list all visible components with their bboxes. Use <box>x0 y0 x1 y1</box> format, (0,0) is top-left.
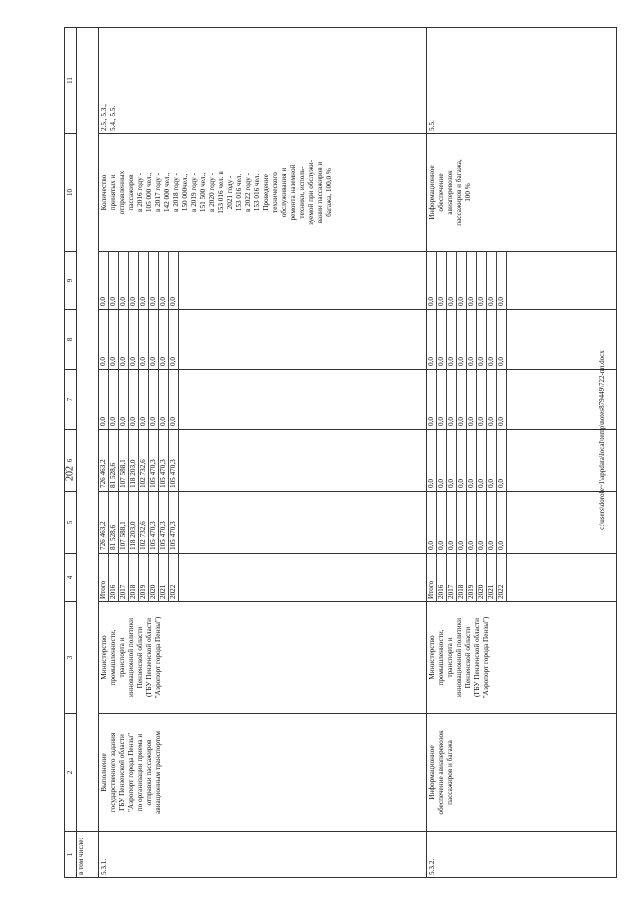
cell-line: 0,0 <box>139 310 149 369</box>
cell-line: ГБУ Пензенской области <box>118 734 126 811</box>
cell-line: Итого <box>99 554 109 601</box>
funding-other <box>427 252 507 309</box>
cell-line: 0,0 <box>427 252 437 309</box>
indicator-description <box>99 134 427 252</box>
cell-line: Информационное <box>428 745 436 800</box>
cell-line: 0,0 <box>149 370 159 429</box>
cell-line: по организации приема и <box>136 733 144 812</box>
cell-line: 105 470,3 <box>159 430 169 491</box>
cell-line: 0,0 <box>109 252 119 309</box>
cell-line: 0,0 <box>447 430 457 491</box>
cell-line: 0,0 <box>467 252 477 309</box>
cell-line: 0,0 <box>457 252 467 309</box>
cell-line: 0,0 <box>139 370 149 429</box>
cell-line: 102 732,6 <box>139 430 149 491</box>
cell-line: 0,0 <box>437 492 447 553</box>
cell-line: 0,0 <box>467 370 477 429</box>
cell-line: пассажиров и багажа, <box>455 159 463 226</box>
cell-line: 105 470,3 <box>169 492 179 553</box>
column-number-row <box>65 28 77 878</box>
cell-line: 0,0 <box>497 252 507 309</box>
cell-line: принятых и <box>109 174 117 211</box>
cell-line: 2016 <box>109 554 119 601</box>
cell-line: 0,0 <box>109 310 119 369</box>
cell-line: 2018 <box>129 554 139 601</box>
cell-line: 2019 <box>139 554 149 601</box>
cell-line: 0,0 <box>477 370 487 429</box>
cell-line: 0,0 <box>129 252 139 309</box>
cell-line: "Аэропорт города Пензы" <box>127 732 135 813</box>
activity-name <box>427 714 617 832</box>
cell-line: обслуживания и <box>280 167 288 218</box>
cell-line: 0,0 <box>109 370 119 429</box>
cell-line: 153 016 чел. <box>253 173 261 212</box>
cell-line: 0,0 <box>119 252 129 309</box>
col-number: 3 <box>65 602 77 714</box>
col-number: 10 <box>65 134 77 252</box>
cell-line: 0,0 <box>497 430 507 491</box>
cell-line: 0,0 <box>457 430 467 491</box>
cell-line: 726 463,2 <box>99 430 109 491</box>
col-number: 1 <box>65 832 77 878</box>
cell-line: 153 016 чел. <box>235 173 243 212</box>
funding-federal <box>427 370 507 429</box>
cell-line: 2017 <box>119 554 129 601</box>
cell-line: Проведение <box>262 174 270 211</box>
cell-line: 5.5. <box>428 120 436 131</box>
cell-line: 105 470,3 <box>159 492 169 553</box>
cell-line: вании пассажиров и <box>316 161 324 224</box>
cell-line: 0,0 <box>497 370 507 429</box>
cell-line: 2021 <box>487 554 497 601</box>
cell-line: 0,0 <box>159 370 169 429</box>
cell-line: багажа, 100,0 % <box>325 168 333 217</box>
cell-line: 2017 <box>447 554 457 601</box>
col-number: 4 <box>65 554 77 602</box>
cell-line: 0,0 <box>437 430 447 491</box>
cell-line: Пензенской области <box>464 626 472 689</box>
cell-line: 0,0 <box>447 492 457 553</box>
row-code: 5.3.2. <box>427 832 617 878</box>
cell-line: техники, исполь- <box>298 166 306 219</box>
cell-line: Информационное <box>428 165 436 220</box>
cell-line: 0,0 <box>149 252 159 309</box>
cell-line: 0,0 <box>477 310 487 369</box>
cell-line: (ГБУ Пензенской области <box>145 618 153 697</box>
cell-line: 2019 <box>467 554 477 601</box>
funding-total <box>99 492 179 553</box>
cell-line: Министерство <box>100 635 108 680</box>
cell-line: 0,0 <box>467 430 477 491</box>
table-row <box>427 28 617 878</box>
cell-line: 5.4., 5.5. <box>109 105 117 131</box>
cell-line: 0,0 <box>149 310 159 369</box>
cell-line: 0,0 <box>427 430 437 491</box>
cell-line: 0,0 <box>427 370 437 429</box>
cell-line: 105 470,3 <box>169 430 179 491</box>
col-number: 7 <box>65 370 77 430</box>
cell-line: 105 000 чел., <box>145 172 153 213</box>
cell-line: 2021 <box>159 554 169 601</box>
cell-line: в 2017 году - <box>154 173 162 212</box>
cell-line: 118 203,0 <box>129 492 139 553</box>
funding-total <box>427 492 507 553</box>
cell-line: отправленных <box>118 170 126 215</box>
executor-name <box>427 602 617 714</box>
cell-line: 0,0 <box>487 252 497 309</box>
funding-other <box>99 252 179 309</box>
cell-line: 0,0 <box>487 430 497 491</box>
funding-federal <box>99 370 179 429</box>
cell-line: 0,0 <box>477 252 487 309</box>
cell-line: 2018 <box>457 554 467 601</box>
subheader-note: в том числе: <box>77 832 99 878</box>
cell-line: 105 470,3 <box>149 492 159 553</box>
subheader-row <box>77 28 99 878</box>
cell-line: 0,0 <box>457 370 467 429</box>
cell-line: 0,0 <box>119 310 129 369</box>
cell-line: 2020 <box>477 554 487 601</box>
activity-name <box>99 714 427 832</box>
cell-line: Пензенской области <box>136 626 144 689</box>
cell-line: 0,0 <box>497 310 507 369</box>
cell-line: 107 588,1 <box>119 430 129 491</box>
cell-line: в 2019 году - <box>190 173 198 212</box>
cell-line: ремонта наземной <box>289 164 297 221</box>
cell-line: 2020 <box>149 554 159 601</box>
cell-line: Министерство <box>428 635 436 680</box>
cell-line: в 2022 году - <box>244 173 252 212</box>
funding-regional <box>99 430 179 491</box>
funding-regional <box>427 430 507 491</box>
funding-local <box>427 310 507 369</box>
file-path-footer: c:\users\dorofe~1\appdata\local\temp\notes879449\722-пп.docx <box>598 350 606 530</box>
cell-line: инновационной политики <box>127 618 135 697</box>
indicator-description <box>427 134 617 252</box>
row-code: 5.3.1. <box>99 832 427 878</box>
cell-line: 2022 <box>169 554 179 601</box>
cell-line: 726 463,2 <box>99 492 109 553</box>
cell-line: 0,0 <box>467 492 477 553</box>
cell-line: (ГБУ Пензенской области <box>473 618 481 697</box>
cell-line: технического <box>271 172 279 213</box>
cell-line: 0,0 <box>99 370 109 429</box>
cell-line: в 2020 году - <box>208 173 216 212</box>
cell-line: Итого <box>427 554 437 601</box>
cell-line: 102 732,6 <box>139 492 149 553</box>
cell-line: 151 500 чел., <box>199 172 207 213</box>
cell-line: пассажиров <box>127 174 135 211</box>
cell-line: 100 % <box>464 183 472 202</box>
cell-line: 105 470,3 <box>149 430 159 491</box>
cell-line: 2022 <box>497 554 507 601</box>
col-number: 11 <box>65 28 77 134</box>
executor-name <box>99 602 427 714</box>
cell-line: 0,0 <box>139 252 149 309</box>
cell-line: 0,0 <box>447 310 457 369</box>
cell-line: 0,0 <box>169 310 179 369</box>
cell-line: авиаперевозок <box>446 170 454 215</box>
col-number: 6 <box>65 430 77 492</box>
cell-line: 0,0 <box>497 492 507 553</box>
cell-line: "Аэропорт города Пензы") <box>154 616 162 699</box>
cell-line: промышленности, <box>109 629 117 686</box>
cell-line: транспорта и <box>446 637 454 678</box>
cell-line: 0,0 <box>487 310 497 369</box>
col-number: 5 <box>65 492 77 554</box>
cell-line: 0,0 <box>99 252 109 309</box>
col-number: 9 <box>65 252 77 310</box>
years-list <box>99 554 179 601</box>
funding-local <box>99 310 179 369</box>
program-activities-table <box>64 27 617 878</box>
cell-line: 142 000 чел., <box>163 172 171 213</box>
col-number: 8 <box>65 310 77 370</box>
cell-line: транспорта и <box>118 637 126 678</box>
cell-line: 0,0 <box>437 310 447 369</box>
cell-line: обеспечение <box>437 173 445 212</box>
cell-line: промышленности, <box>437 629 445 686</box>
cell-line: инновационной политики <box>455 618 463 697</box>
cell-line: 0,0 <box>477 492 487 553</box>
cell-line: 2.5., 5.3., <box>100 104 108 131</box>
cell-line: 0,0 <box>457 492 467 553</box>
cell-line: авиационным транспортом <box>154 731 162 814</box>
cell-line: 81 528,6 <box>109 492 119 553</box>
cell-line: 2021 году - <box>226 175 234 210</box>
cell-line: Выполнение <box>100 753 108 792</box>
cell-line: отправки пассажиров <box>145 739 153 806</box>
cell-line: 107 588,1 <box>119 492 129 553</box>
rotated-table-sheet <box>64 28 617 878</box>
table-row <box>99 28 427 878</box>
cell-line: 0,0 <box>129 370 139 429</box>
cell-line: 0,0 <box>487 370 497 429</box>
cell-line: 2016 <box>437 554 447 601</box>
cell-line: обеспечение авиаперевозок <box>437 730 445 815</box>
cell-line: 0,0 <box>129 310 139 369</box>
cell-line: государственного задания <box>109 732 117 813</box>
cell-line: 0,0 <box>457 310 467 369</box>
empty-cell <box>77 28 99 832</box>
cell-line: зуемой при обслужи- <box>307 160 315 225</box>
cell-line: 0,0 <box>169 370 179 429</box>
cell-line: 0,0 <box>467 310 477 369</box>
cell-line: 0,0 <box>437 252 447 309</box>
cell-line: 0,0 <box>159 310 169 369</box>
cell-line: в 2018 году - <box>172 173 180 212</box>
cell-line: 0,0 <box>159 252 169 309</box>
cell-line: 0,0 <box>447 252 457 309</box>
cell-line: 81 528,6 <box>109 430 119 491</box>
cell-line: "Аэропорт города Пензы") <box>482 616 490 699</box>
linked-items <box>427 28 617 134</box>
cell-line: 0,0 <box>447 370 457 429</box>
cell-line: 118 203,0 <box>129 430 139 491</box>
years-list <box>427 554 507 601</box>
cell-line: в 2016 году - <box>136 173 144 212</box>
cell-line: 0,0 <box>99 310 109 369</box>
cell-line: Количество <box>100 174 108 211</box>
cell-line: 0,0 <box>487 492 497 553</box>
cell-line: 0,0 <box>169 252 179 309</box>
cell-line: 0,0 <box>427 310 437 369</box>
page-number: 202 <box>64 466 76 481</box>
cell-line: 0,0 <box>119 370 129 429</box>
cell-line: 0,0 <box>437 370 447 429</box>
cell-line: 0,0 <box>427 492 437 553</box>
cell-line: 0,0 <box>477 430 487 491</box>
col-number: 2 <box>65 714 77 832</box>
cell-line: 153 016 чел. в <box>217 171 225 214</box>
cell-line: 150 000чел., <box>181 173 189 212</box>
cell-line: пассажиров и багажа <box>446 740 454 805</box>
linked-items <box>99 28 427 134</box>
